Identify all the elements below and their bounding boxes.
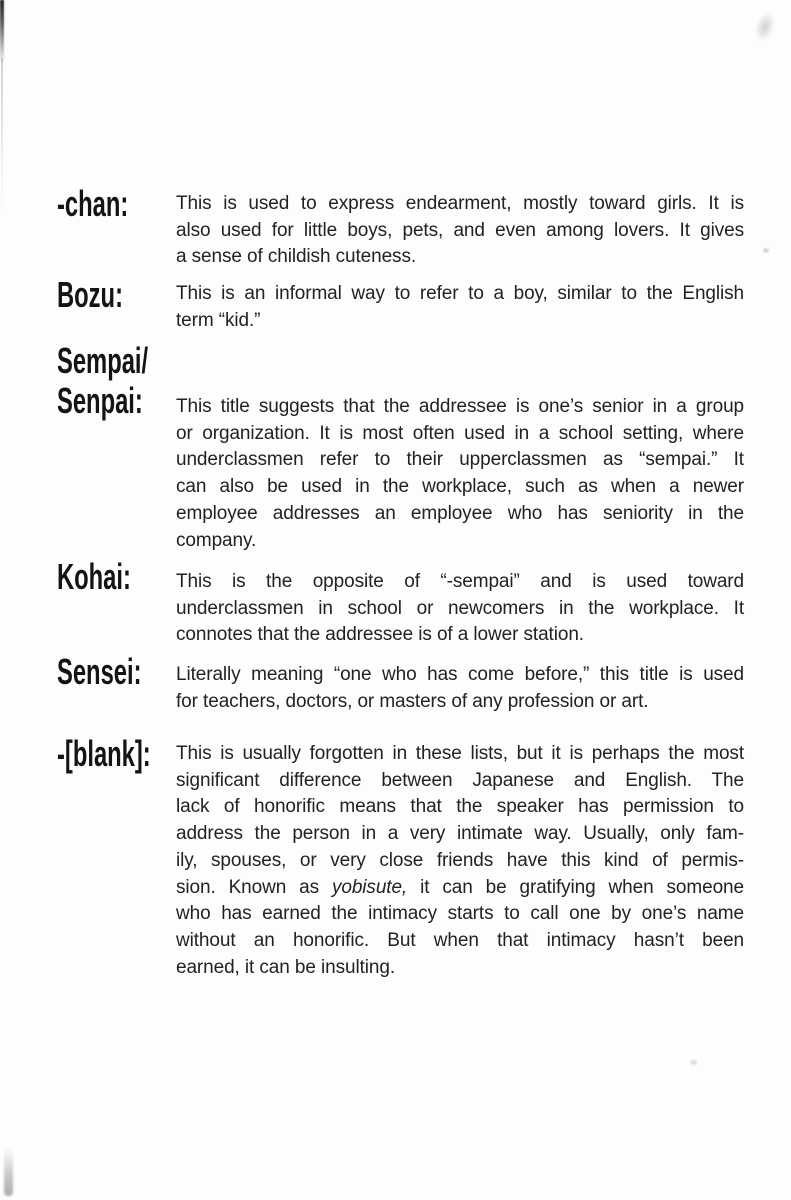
definition-line: [176, 569, 744, 596]
term-label: Kohai:: [57, 556, 131, 597]
text-segment: significant difference between Japanese and English. The: [176, 769, 744, 791]
text-segment: address the person in a very intimate way. Usually, only fam-: [176, 823, 744, 845]
definition-line: [176, 447, 744, 474]
text-segment: lack of honorific means that the speaker has permission to: [176, 796, 744, 818]
term-column: [57, 651, 176, 692]
definition-column: [176, 569, 744, 649]
text-segment: a sense of childish cuteness.: [176, 246, 417, 268]
text-segment: employee addresses an employee who has seniority in the: [176, 502, 744, 524]
definition-line: [176, 474, 744, 501]
text-segment: term “kid.”: [176, 309, 261, 331]
text-segment: for teachers, doctors, or masters of any profession or art.: [176, 690, 649, 712]
term-label: -[blank]:: [57, 733, 151, 774]
definition-column: [176, 394, 744, 554]
definition-line: [176, 308, 744, 335]
definition-line: [176, 662, 744, 689]
definition-line: [176, 191, 744, 218]
text-segment: or organization. It is most often used in a school setting, where: [176, 422, 744, 444]
scan-speck-artifact: [690, 1060, 697, 1065]
text-segment: This is the opposite of “-sempai” and is used toward: [176, 571, 744, 592]
definition-line: [176, 928, 744, 955]
text-segment: company.: [176, 529, 257, 551]
text-segment: who has earned the intimacy starts to call one by one’s name: [176, 903, 744, 925]
scan-edge-faint-artifact: [1, 58, 3, 218]
definition-line: [176, 821, 744, 848]
definition-line: [176, 218, 744, 245]
term-label: Sempai/: [57, 340, 149, 381]
text-segment: ily, spouses, or very close friends have this kind of permis-: [176, 849, 744, 871]
term-label: Senpai:: [57, 380, 143, 421]
definition-column: [176, 741, 744, 981]
definition-line: [176, 741, 744, 768]
definition-line: [176, 244, 744, 271]
definition-line: [176, 689, 744, 716]
scan-smudge-artifact: [4, 1148, 13, 1196]
definition-line: [176, 622, 744, 649]
definition-line: [176, 768, 744, 795]
definition-line: [176, 794, 744, 821]
scan-speck-artifact: [763, 248, 769, 253]
term-label: Sensei:: [57, 651, 142, 692]
term-column: [57, 556, 176, 597]
text-segment: without an honorific. But when that intimacy hasn’t been: [176, 929, 744, 951]
text-segment: This is an informal way to refer to a boy, similar to the English: [176, 283, 744, 304]
definition-line: [176, 955, 744, 982]
definition-line: [176, 501, 744, 528]
text-segment: also used for little boys, pets, and even among lovers. It gives: [176, 219, 744, 241]
text-segment: This is used to express endearment, mostly toward girls. It is: [176, 193, 744, 214]
text-segment: underclassmen in school or newcomers in the workplace. It: [176, 597, 744, 619]
term-label: Bozu:: [57, 274, 123, 315]
term-column: [57, 274, 176, 315]
definition-column: [176, 281, 744, 334]
text-segment: can also be used in the workplace, such as when a newer: [176, 476, 744, 498]
definition-column: [176, 662, 744, 715]
italic-term: yobisute,: [331, 876, 408, 898]
term-label: -chan:: [57, 183, 129, 224]
text-segment: underclassmen refer to their upperclassmen as “sempai.” It: [176, 449, 744, 471]
text-segment: it can be gratifying when someone: [407, 876, 744, 898]
definition-line: [176, 281, 744, 308]
definition-line: [176, 901, 744, 928]
definition-line: [176, 421, 744, 448]
term-column: [57, 733, 176, 774]
text-segment: This is usually forgotten in these lists, but it is perhaps the most: [176, 743, 744, 764]
text-segment: sion. Known as: [176, 876, 332, 898]
definition-line: [176, 394, 744, 421]
scan-mark-artifact: [751, 10, 778, 44]
term-column: [57, 340, 176, 421]
definition-line: [176, 596, 744, 623]
scan-edge-line-artifact: [0, 0, 4, 64]
definition-column: [176, 191, 744, 271]
term-column: [57, 183, 176, 224]
text-segment: earned, it can be insulting.: [176, 956, 396, 978]
text-segment: Literally meaning “one who has come before,” this title is used: [176, 664, 744, 685]
text-segment: This title suggests that the addressee is one’s senior in a group: [176, 396, 744, 417]
definition-line: [176, 528, 744, 555]
definition-line: [176, 875, 744, 902]
definition-line: [176, 848, 744, 875]
text-segment: connotes that the addressee is of a lower station.: [176, 624, 584, 646]
